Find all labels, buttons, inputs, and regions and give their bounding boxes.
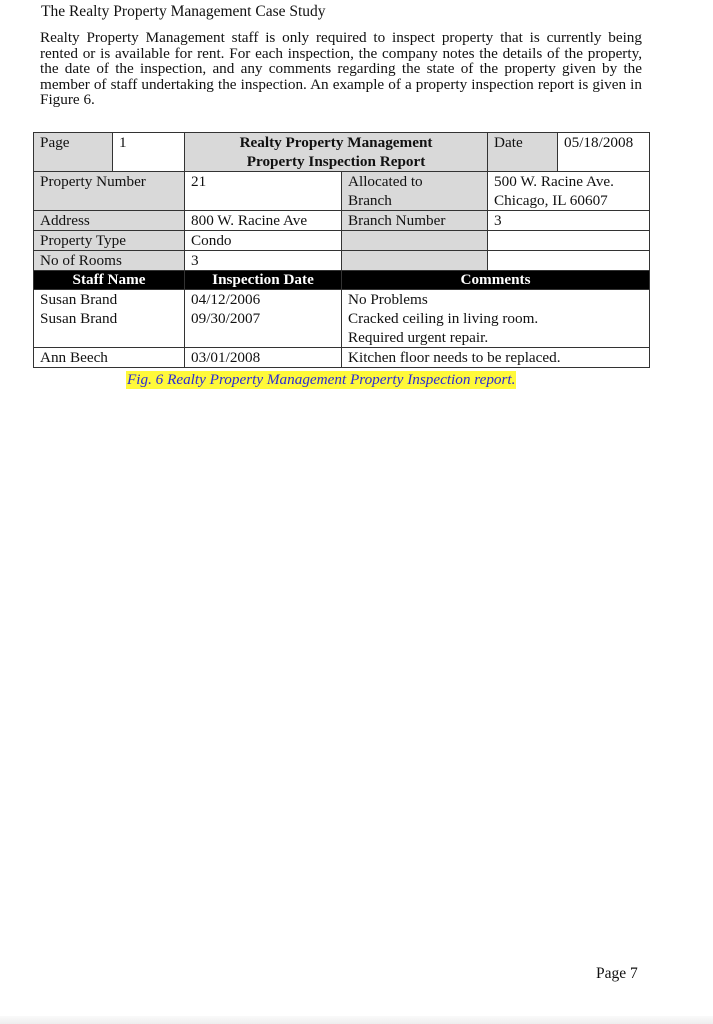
column-header-date: Inspection Date	[185, 271, 342, 290]
inspection-date: 09/30/2007	[185, 309, 342, 348]
property-number-value: 21	[185, 172, 342, 211]
empty-cell	[342, 231, 488, 251]
inspection-comment	[342, 309, 650, 348]
column-header-staff: Staff Name	[34, 271, 185, 290]
column-header-row	[34, 271, 650, 290]
property-type-label: Property Type	[34, 231, 185, 251]
comment-line: No Problems	[348, 291, 428, 308]
page-bottom-edge	[0, 1016, 713, 1024]
inspection-date: 04/12/2006	[185, 290, 342, 310]
property-type-value: Condo	[185, 231, 342, 251]
table-row	[34, 309, 650, 348]
rooms-label: No of Rooms	[34, 251, 185, 271]
branch-address-line-1: 500 W. Racine Ave.	[494, 173, 614, 190]
staff-name: Susan Brand	[34, 290, 185, 310]
intro-paragraph: Realty Property Management staff is only required to inspect property that is currently being rented or is available for rent. For each inspection, the company notes the details of the property, the date of the inspection, and any comments regarding the state of the property given by the member of staff undertaking the inspection. An example of a property inspection report is given in Figure 6.	[40, 29, 642, 109]
branch-number-label: Branch Number	[342, 211, 488, 231]
empty-cell	[488, 231, 650, 251]
figure-caption: Fig. 6 Realty Property Management Property Inspection report.	[127, 371, 516, 388]
address-value: 800 W. Racine Ave	[185, 211, 342, 231]
address-row	[34, 211, 650, 231]
staff-name: Susan Brand	[34, 309, 185, 348]
address-label: Address	[34, 211, 185, 231]
report-title-line-1: Realty Property Management	[239, 134, 433, 151]
allocated-label-line-1: Allocated to	[348, 173, 423, 190]
inspection-comment	[342, 348, 650, 368]
allocated-label	[342, 172, 488, 211]
staff-name: Ann Beech	[34, 348, 185, 368]
comment-line: Kitchen floor needs to be replaced.	[348, 349, 561, 366]
branch-number-value: 3	[488, 211, 650, 231]
property-number-label: Property Number	[34, 172, 185, 211]
inspection-comment	[342, 290, 650, 310]
page-number: Page 7	[596, 965, 638, 982]
report-header-row	[34, 133, 650, 172]
inspection-date: 03/01/2008	[185, 348, 342, 368]
comment-line: Cracked ceiling in living room.	[348, 310, 539, 327]
allocated-label-line-2: Branch	[348, 192, 392, 209]
branch-address-line-2: Chicago, IL 60607	[494, 192, 608, 209]
comment-line: Required urgent repair.	[348, 329, 489, 346]
table-row	[34, 290, 650, 310]
empty-cell	[342, 251, 488, 271]
page-title: The Realty Property Management Case Study	[41, 3, 326, 20]
table-row	[34, 348, 650, 368]
inspection-report-table	[33, 132, 650, 368]
report-title-line-2: Property Inspection Report	[246, 153, 426, 170]
date-label: Date	[488, 133, 558, 172]
empty-cell	[488, 251, 650, 271]
page-label: Page	[34, 133, 113, 172]
date-value: 05/18/2008	[558, 133, 650, 172]
rooms-row	[34, 251, 650, 271]
column-header-comments: Comments	[342, 271, 650, 290]
report-title	[185, 133, 488, 172]
rooms-value: 3	[185, 251, 342, 271]
branch-address	[488, 172, 650, 211]
property-number-row	[34, 172, 650, 211]
property-type-row	[34, 231, 650, 251]
page-value: 1	[113, 133, 185, 172]
